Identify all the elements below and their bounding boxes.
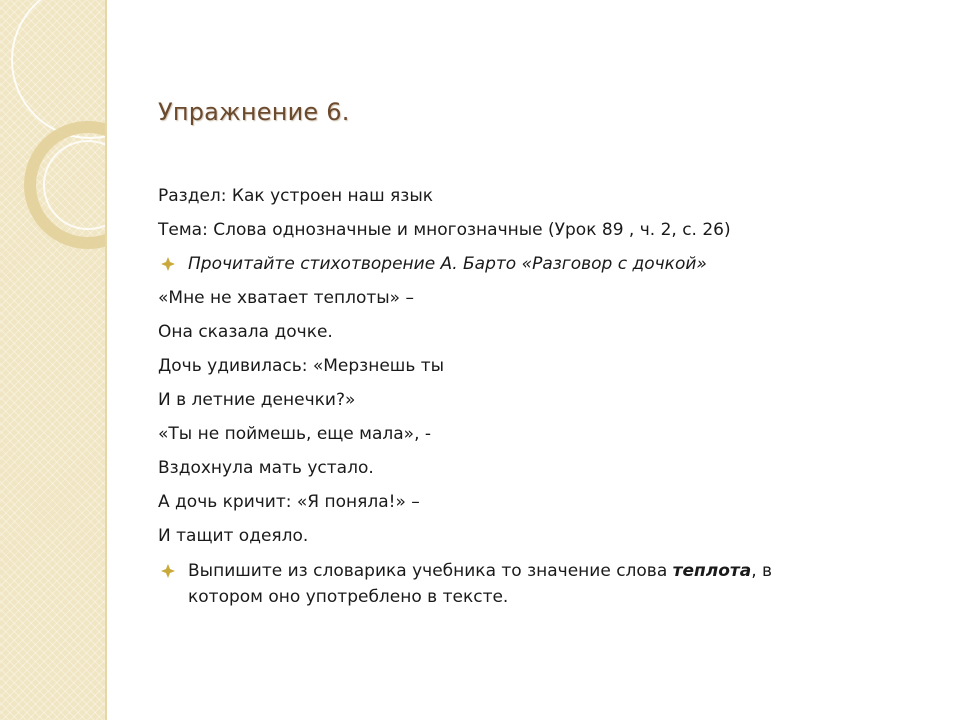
poem-line: Дочь удивилась: «Мерзнешь ты <box>158 356 445 376</box>
decorative-circle-large <box>12 0 105 138</box>
task-write-after: , в <box>751 561 773 581</box>
diamond-bullet-icon <box>160 256 176 272</box>
poem-line: Она сказала дочке. <box>158 322 333 342</box>
diamond-bullet-icon <box>160 563 176 579</box>
decorative-circle-ring <box>30 127 105 243</box>
task-write-before: Выпишите из словарика учебника то значение слова <box>188 561 673 581</box>
section-line: Раздел: Как устроен наш язык <box>158 186 434 206</box>
poem-line: Вздохнула мать устало. <box>158 458 374 478</box>
poem-line: А дочь кричит: «Я поняла!» – <box>158 492 420 512</box>
poem-line: И в летние денечки?» <box>158 390 356 410</box>
task-read-text: Прочитайте стихотворение А. Барто «Разговор с дочкой» <box>188 254 707 274</box>
task-write-line2: котором оно употреблено в тексте. <box>188 587 509 607</box>
decorative-circle-inner <box>44 141 105 229</box>
decorative-side-panel <box>0 0 107 720</box>
task-write-text <box>188 559 772 583</box>
poem-line: «Ты не поймешь, еще мала», - <box>158 424 432 444</box>
task-write-emphasis: теплота <box>672 561 752 581</box>
topic-line: Тема: Слова однозначные и многозначные (Урок 89 , ч. 2, с. 26) <box>158 220 731 240</box>
poem-line: «Мне не хватает теплоты» – <box>158 288 414 308</box>
decorative-circles <box>0 0 105 720</box>
slide-title: Упражнение 6. <box>158 98 350 126</box>
poem-line: И тащит одеяло. <box>158 526 309 546</box>
